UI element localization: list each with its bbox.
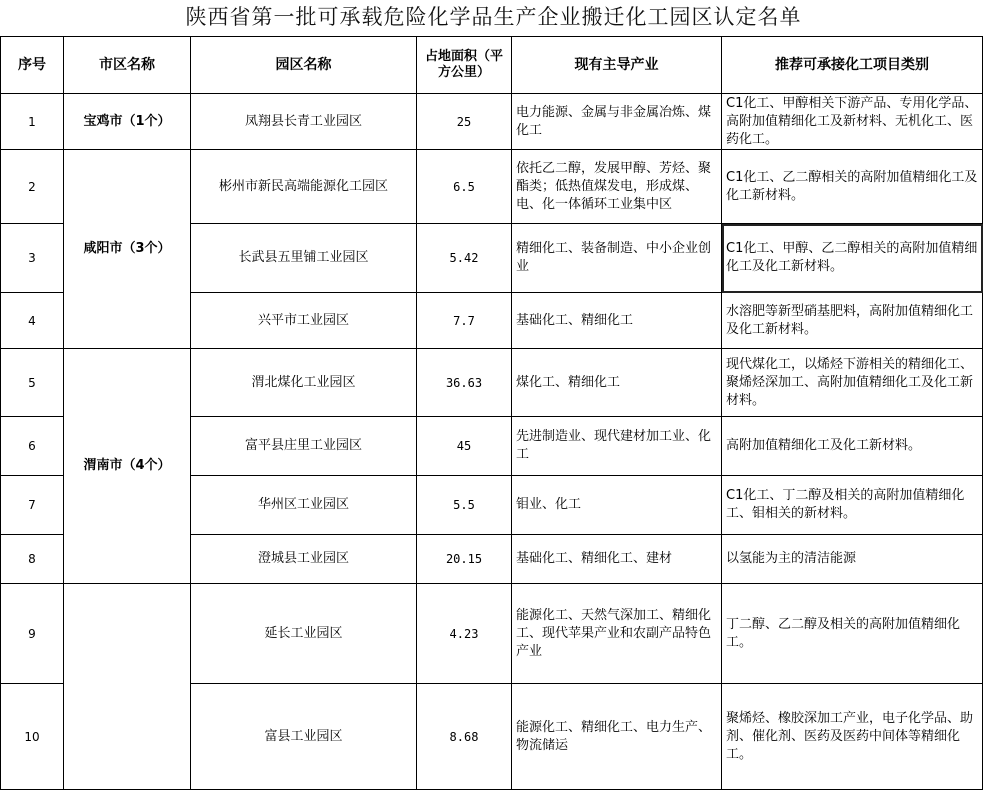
header-row <box>1 37 983 94</box>
table-row <box>1 150 983 224</box>
cell-index[interactable]: 3 <box>1 224 64 293</box>
cell-area[interactable]: 45 <box>417 417 512 476</box>
cell-industry[interactable]: 依托乙二醇，发展甲醇、芳烃、聚酯类；低热值煤发电，形成煤、电、化一体循环工业集中区 <box>512 150 722 224</box>
cell-index[interactable]: 5 <box>1 349 64 417</box>
cell-area[interactable]: 8.68 <box>417 684 512 790</box>
cell-park[interactable]: 富平县庄里工业园区 <box>191 417 417 476</box>
cell-city[interactable]: 宝鸡市（1个） <box>64 94 191 150</box>
cell-index[interactable]: 2 <box>1 150 64 224</box>
cell-park[interactable]: 华州区工业园区 <box>191 476 417 535</box>
cell-area[interactable]: 20.15 <box>417 535 512 584</box>
header-city[interactable]: 市区名称 <box>64 37 191 94</box>
header-industry[interactable]: 现有主导产业 <box>512 37 722 94</box>
cell-park[interactable]: 兴平市工业园区 <box>191 293 417 349</box>
cell-city[interactable]: 渭南市（4个） <box>64 349 191 584</box>
cell-park[interactable]: 凤翔县长青工业园区 <box>191 94 417 150</box>
cell-industry[interactable]: 先进制造业、现代建材加工业、化工 <box>512 417 722 476</box>
table-row <box>1 94 983 150</box>
header-park[interactable]: 园区名称 <box>191 37 417 94</box>
cell-area[interactable]: 7.7 <box>417 293 512 349</box>
cell-recommend[interactable]: C1化工、丁二醇及相关的高附加值精细化工、钼相关的新材料。 <box>722 476 983 535</box>
cell-recommend[interactable]: 现代煤化工，以烯烃下游相关的精细化工、聚烯烃深加工、高附加值精细化工及化工新材料。 <box>722 349 983 417</box>
cell-recommend[interactable]: 聚烯烃、橡胶深加工产业，电子化学品、助剂、催化剂、医药及医药中间体等精细化工。 <box>722 684 983 790</box>
header-area[interactable]: 占地面积（平方公里） <box>417 37 512 94</box>
cell-area[interactable]: 25 <box>417 94 512 150</box>
cell-recommend-selected[interactable]: C1化工、甲醇、乙二醇相关的高附加值精细化工及化工新材料。 <box>722 224 983 293</box>
cell-index[interactable]: 9 <box>1 584 64 684</box>
cell-index[interactable]: 8 <box>1 535 64 584</box>
cell-area[interactable]: 5.5 <box>417 476 512 535</box>
cell-area[interactable]: 6.5 <box>417 150 512 224</box>
cell-industry[interactable]: 精细化工、装备制造、中小企业创业 <box>512 224 722 293</box>
cell-park[interactable]: 长武县五里铺工业园区 <box>191 224 417 293</box>
cell-industry[interactable]: 钼业、化工 <box>512 476 722 535</box>
cell-industry[interactable]: 电力能源、金属与非金属冶炼、煤化工 <box>512 94 722 150</box>
cell-park[interactable]: 富县工业园区 <box>191 684 417 790</box>
cell-city-empty[interactable] <box>64 584 191 790</box>
cell-recommend[interactable]: 水溶肥等新型硝基肥料，高附加值精细化工及化工新材料。 <box>722 293 983 349</box>
header-recommend[interactable]: 推荐可承接化工项目类别 <box>722 37 983 94</box>
cell-park[interactable]: 渭北煤化工业园区 <box>191 349 417 417</box>
cell-index[interactable]: 4 <box>1 293 64 349</box>
cell-park[interactable]: 彬州市新民高端能源化工园区 <box>191 150 417 224</box>
cell-industry[interactable]: 能源化工、精细化工、电力生产、物流储运 <box>512 684 722 790</box>
cell-industry[interactable]: 煤化工、精细化工 <box>512 349 722 417</box>
cell-index[interactable]: 7 <box>1 476 64 535</box>
cell-recommend[interactable]: C1化工、乙二醇相关的高附加值精细化工及化工新材料。 <box>722 150 983 224</box>
cell-index[interactable]: 1 <box>1 94 64 150</box>
cell-recommend[interactable]: 丁二醇、乙二醇及相关的高附加值精细化工。 <box>722 584 983 684</box>
cell-area[interactable]: 4.23 <box>417 584 512 684</box>
cell-recommend[interactable]: C1化工、甲醇相关下游产品、专用化学品、高附加值精细化工及新材料、无机化工、医药化工。 <box>722 94 983 150</box>
cell-area[interactable]: 5.42 <box>417 224 512 293</box>
table-row <box>1 349 983 417</box>
header-index[interactable]: 序号 <box>1 37 64 94</box>
table-row <box>1 584 983 684</box>
cell-industry[interactable]: 基础化工、精细化工 <box>512 293 722 349</box>
cell-recommend[interactable]: 以氢能为主的清洁能源 <box>722 535 983 584</box>
cell-industry[interactable]: 能源化工、天然气深加工、精细化工、现代苹果产业和农副产品特色产业 <box>512 584 722 684</box>
cell-city[interactable]: 咸阳市（3个） <box>64 150 191 349</box>
cell-index[interactable]: 6 <box>1 417 64 476</box>
park-list-table <box>0 36 983 790</box>
cell-industry[interactable]: 基础化工、精细化工、建材 <box>512 535 722 584</box>
sheet-title: 陕西省第一批可承载危险化学品生产企业搬迁化工园区认定名单 <box>185 5 802 29</box>
cell-area[interactable]: 36.63 <box>417 349 512 417</box>
cell-park[interactable]: 延长工业园区 <box>191 584 417 684</box>
cell-recommend[interactable]: 高附加值精细化工及化工新材料。 <box>722 417 983 476</box>
cell-index[interactable]: 10 <box>1 684 64 790</box>
cell-park[interactable]: 澄城县工业园区 <box>191 535 417 584</box>
